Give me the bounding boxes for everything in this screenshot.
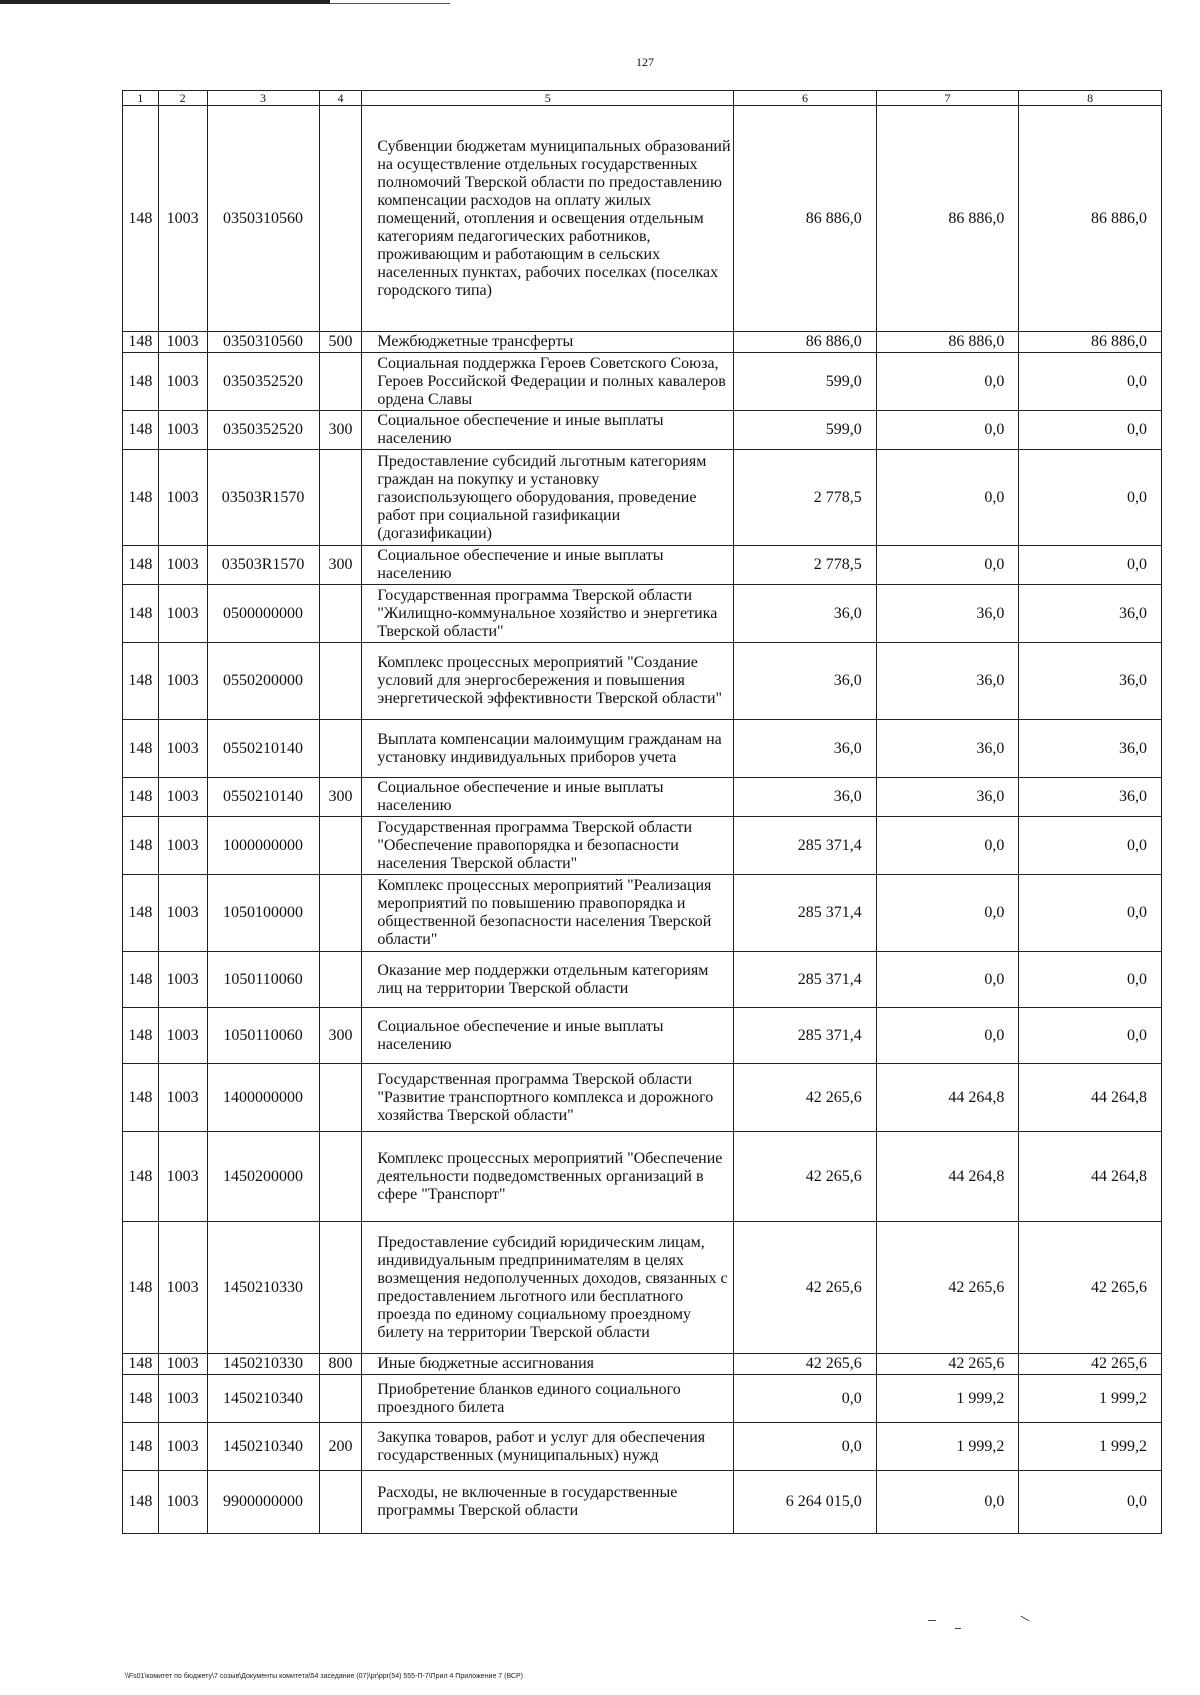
cell-target-article: 03503R1570 bbox=[207, 450, 319, 546]
budget-table bbox=[122, 90, 1162, 1534]
cell-target-article: 1000000000 bbox=[207, 817, 319, 875]
cell-target-article: 1450200000 bbox=[207, 1132, 319, 1222]
cell-section-code: 1003 bbox=[158, 1222, 207, 1354]
cell-description: Приобретение бланков единого социального проездного билета bbox=[362, 1375, 734, 1423]
scan-edge-mark bbox=[330, 3, 450, 4]
cell-ministry-code: 148 bbox=[123, 411, 159, 450]
cell-section-code: 1003 bbox=[158, 720, 207, 778]
cell-ministry-code: 148 bbox=[123, 952, 159, 1008]
cell-amount-year2: 36,0 bbox=[876, 643, 1019, 720]
cell-amount-year2: 0,0 bbox=[876, 546, 1019, 585]
cell-amount-year3: 0,0 bbox=[1019, 450, 1162, 546]
cell-description: Государственная программа Тверской области "Жилищно-коммунальное хозяйство и энергетика Тверской области" bbox=[362, 585, 734, 643]
column-number: 1 bbox=[123, 91, 159, 106]
cell-section-code: 1003 bbox=[158, 778, 207, 817]
cell-amount-year3: 0,0 bbox=[1019, 1008, 1162, 1064]
column-number: 5 bbox=[362, 91, 734, 106]
cell-amount-year2: 0,0 bbox=[876, 353, 1019, 411]
scan-mark bbox=[928, 1620, 936, 1621]
cell-amount-year1: 285 371,4 bbox=[734, 1008, 877, 1064]
cell-target-article: 03503R1570 bbox=[207, 546, 319, 585]
scan-edge-mark bbox=[0, 0, 330, 4]
cell-target-article: 1050100000 bbox=[207, 875, 319, 952]
cell-amount-year1: 36,0 bbox=[734, 720, 877, 778]
table-row bbox=[123, 546, 1162, 585]
cell-amount-year3: 36,0 bbox=[1019, 643, 1162, 720]
cell-amount-year1: 0,0 bbox=[734, 1423, 877, 1471]
cell-ministry-code: 148 bbox=[123, 585, 159, 643]
cell-description: Предоставление субсидий льготным категориям граждан на покупку и установку газоиспользующего оборудования, проведение работ при социальной газификации (догазификации) bbox=[362, 450, 734, 546]
cell-ministry-code: 148 bbox=[123, 1471, 159, 1534]
cell-ministry-code: 148 bbox=[123, 1132, 159, 1222]
cell-amount-year2: 42 265,6 bbox=[876, 1222, 1019, 1354]
cell-section-code: 1003 bbox=[158, 1064, 207, 1132]
cell-section-code: 1003 bbox=[158, 1008, 207, 1064]
cell-amount-year3: 36,0 bbox=[1019, 720, 1162, 778]
cell-amount-year2: 44 264,8 bbox=[876, 1132, 1019, 1222]
cell-description: Оказание мер поддержки отдельным категориям лиц на территории Тверской области bbox=[362, 952, 734, 1008]
cell-amount-year3: 0,0 bbox=[1019, 1471, 1162, 1534]
cell-expense-type: 300 bbox=[319, 546, 362, 585]
table-row bbox=[123, 450, 1162, 546]
cell-target-article: 1400000000 bbox=[207, 1064, 319, 1132]
cell-amount-year2: 1 999,2 bbox=[876, 1423, 1019, 1471]
cell-amount-year3: 0,0 bbox=[1019, 952, 1162, 1008]
table-row bbox=[123, 778, 1162, 817]
table-row bbox=[123, 643, 1162, 720]
cell-expense-type bbox=[319, 952, 362, 1008]
cell-amount-year2: 1 999,2 bbox=[876, 1375, 1019, 1423]
cell-amount-year3: 44 264,8 bbox=[1019, 1064, 1162, 1132]
cell-amount-year2: 0,0 bbox=[876, 817, 1019, 875]
cell-expense-type bbox=[319, 1471, 362, 1534]
cell-section-code: 1003 bbox=[158, 450, 207, 546]
cell-amount-year1: 0,0 bbox=[734, 1375, 877, 1423]
cell-expense-type bbox=[319, 643, 362, 720]
cell-section-code: 1003 bbox=[158, 106, 207, 332]
cell-amount-year1: 42 265,6 bbox=[734, 1354, 877, 1375]
cell-target-article: 1450210330 bbox=[207, 1354, 319, 1375]
cell-ministry-code: 148 bbox=[123, 1008, 159, 1064]
cell-target-article: 0350310560 bbox=[207, 332, 319, 353]
column-number: 4 bbox=[319, 91, 362, 106]
cell-amount-year3: 36,0 bbox=[1019, 585, 1162, 643]
table-row bbox=[123, 1375, 1162, 1423]
cell-ministry-code: 148 bbox=[123, 643, 159, 720]
cell-target-article: 0550210140 bbox=[207, 720, 319, 778]
cell-description: Социальная поддержка Героев Советского Союза, Героев Российской Федерации и полных кавалеров ордена Славы bbox=[362, 353, 734, 411]
cell-section-code: 1003 bbox=[158, 1471, 207, 1534]
cell-amount-year1: 42 265,6 bbox=[734, 1222, 877, 1354]
cell-amount-year2: 36,0 bbox=[876, 585, 1019, 643]
cell-description: Комплекс процессных мероприятий "Реализация мероприятий по повышению правопорядка и общественной безопасности населения Тверской области" bbox=[362, 875, 734, 952]
cell-target-article: 1050110060 bbox=[207, 1008, 319, 1064]
cell-amount-year1: 42 265,6 bbox=[734, 1064, 877, 1132]
cell-expense-type bbox=[319, 817, 362, 875]
cell-amount-year3: 42 265,6 bbox=[1019, 1354, 1162, 1375]
cell-ministry-code: 148 bbox=[123, 450, 159, 546]
cell-amount-year1: 86 886,0 bbox=[734, 332, 877, 353]
cell-amount-year3: 44 264,8 bbox=[1019, 1132, 1162, 1222]
cell-amount-year1: 599,0 bbox=[734, 353, 877, 411]
cell-amount-year2: 42 265,6 bbox=[876, 1354, 1019, 1375]
cell-description: Социальное обеспечение и иные выплаты населению bbox=[362, 1008, 734, 1064]
cell-amount-year2: 86 886,0 bbox=[876, 332, 1019, 353]
cell-ministry-code: 148 bbox=[123, 1222, 159, 1354]
cell-ministry-code: 148 bbox=[123, 720, 159, 778]
cell-description: Иные бюджетные ассигнования bbox=[362, 1354, 734, 1375]
cell-section-code: 1003 bbox=[158, 1354, 207, 1375]
cell-amount-year2: 36,0 bbox=[876, 720, 1019, 778]
cell-amount-year2: 36,0 bbox=[876, 778, 1019, 817]
footer-file-path: \\Fs01\комитет по бюджету\7 созыв\Документы комитета\54 заседание (07)\pr\ppr(54) 555-П-7\Прил 4 Приложение 7 (ВСР) bbox=[125, 1673, 523, 1680]
cell-amount-year1: 285 371,4 bbox=[734, 875, 877, 952]
cell-amount-year1: 36,0 bbox=[734, 585, 877, 643]
page-number: 127 bbox=[636, 55, 654, 69]
cell-description: Выплата компенсации малоимущим гражданам на установку индивидуальных приборов учета bbox=[362, 720, 734, 778]
cell-expense-type bbox=[319, 1222, 362, 1354]
cell-description: Комплекс процессных мероприятий "Обеспечение деятельности подведомственных организаций в сфере "Транспорт" bbox=[362, 1132, 734, 1222]
cell-description: Предоставление субсидий юридическим лицам, индивидуальным предпринимателям в целях возмещения недополученных доходов, связанных с предоставлением льготного или бесплатного проезда по единому социальному проездному билету на территории Тверской области bbox=[362, 1222, 734, 1354]
table-row bbox=[123, 952, 1162, 1008]
table-row bbox=[123, 353, 1162, 411]
cell-description: Закупка товаров, работ и услуг для обеспечения государственных (муниципальных) нужд bbox=[362, 1423, 734, 1471]
table-row bbox=[123, 332, 1162, 353]
cell-section-code: 1003 bbox=[158, 411, 207, 450]
column-number: 3 bbox=[207, 91, 319, 106]
column-number: 2 bbox=[158, 91, 207, 106]
scan-mark bbox=[955, 1628, 961, 1629]
cell-target-article: 0350352520 bbox=[207, 353, 319, 411]
table-row bbox=[123, 1064, 1162, 1132]
cell-amount-year1: 2 778,5 bbox=[734, 450, 877, 546]
cell-section-code: 1003 bbox=[158, 546, 207, 585]
cell-amount-year2: 0,0 bbox=[876, 952, 1019, 1008]
table-row bbox=[123, 106, 1162, 332]
cell-section-code: 1003 bbox=[158, 353, 207, 411]
cell-amount-year1: 86 886,0 bbox=[734, 106, 877, 332]
cell-amount-year3: 42 265,6 bbox=[1019, 1222, 1162, 1354]
cell-amount-year3: 86 886,0 bbox=[1019, 106, 1162, 332]
cell-ministry-code: 148 bbox=[123, 1354, 159, 1375]
cell-expense-type: 500 bbox=[319, 332, 362, 353]
cell-target-article: 0550200000 bbox=[207, 643, 319, 720]
cell-amount-year3: 86 886,0 bbox=[1019, 332, 1162, 353]
cell-amount-year2: 0,0 bbox=[876, 1008, 1019, 1064]
cell-expense-type: 800 bbox=[319, 1354, 362, 1375]
cell-section-code: 1003 bbox=[158, 817, 207, 875]
cell-expense-type bbox=[319, 1132, 362, 1222]
cell-description: Межбюджетные трансферты bbox=[362, 332, 734, 353]
cell-section-code: 1003 bbox=[158, 643, 207, 720]
cell-section-code: 1003 bbox=[158, 585, 207, 643]
cell-description: Расходы, не включенные в государственные программы Тверской области bbox=[362, 1471, 734, 1534]
cell-expense-type bbox=[319, 1064, 362, 1132]
cell-target-article: 0550210140 bbox=[207, 778, 319, 817]
table-row bbox=[123, 1222, 1162, 1354]
cell-expense-type bbox=[319, 875, 362, 952]
cell-ministry-code: 148 bbox=[123, 332, 159, 353]
cell-expense-type bbox=[319, 720, 362, 778]
table-row bbox=[123, 720, 1162, 778]
table-row bbox=[123, 817, 1162, 875]
table-row bbox=[123, 1008, 1162, 1064]
cell-target-article: 0350310560 bbox=[207, 106, 319, 332]
cell-ministry-code: 148 bbox=[123, 1375, 159, 1423]
cell-amount-year2: 86 886,0 bbox=[876, 106, 1019, 332]
cell-amount-year1: 36,0 bbox=[734, 778, 877, 817]
cell-expense-type bbox=[319, 353, 362, 411]
cell-ministry-code: 148 bbox=[123, 817, 159, 875]
column-number-row bbox=[123, 91, 1162, 106]
cell-amount-year2: 0,0 bbox=[876, 450, 1019, 546]
cell-expense-type: 300 bbox=[319, 411, 362, 450]
cell-amount-year3: 36,0 bbox=[1019, 778, 1162, 817]
cell-section-code: 1003 bbox=[158, 1375, 207, 1423]
cell-target-article: 0500000000 bbox=[207, 585, 319, 643]
cell-target-article: 1050110060 bbox=[207, 952, 319, 1008]
cell-section-code: 1003 bbox=[158, 1132, 207, 1222]
cell-amount-year3: 0,0 bbox=[1019, 411, 1162, 450]
cell-target-article: 9900000000 bbox=[207, 1471, 319, 1534]
cell-target-article: 1450210330 bbox=[207, 1222, 319, 1354]
table-row bbox=[123, 1132, 1162, 1222]
cell-target-article: 1450210340 bbox=[207, 1423, 319, 1471]
cell-description: Государственная программа Тверской области "Обеспечение правопорядка и безопасности населения Тверской области" bbox=[362, 817, 734, 875]
cell-section-code: 1003 bbox=[158, 952, 207, 1008]
column-number: 6 bbox=[734, 91, 877, 106]
cell-expense-type bbox=[319, 450, 362, 546]
cell-amount-year1: 42 265,6 bbox=[734, 1132, 877, 1222]
cell-ministry-code: 148 bbox=[123, 1423, 159, 1471]
cell-amount-year1: 36,0 bbox=[734, 643, 877, 720]
cell-expense-type bbox=[319, 585, 362, 643]
cell-ministry-code: 148 bbox=[123, 778, 159, 817]
cell-amount-year1: 285 371,4 bbox=[734, 817, 877, 875]
cell-amount-year2: 0,0 bbox=[876, 1471, 1019, 1534]
cell-amount-year1: 599,0 bbox=[734, 411, 877, 450]
scan-mark bbox=[1020, 1616, 1029, 1622]
table-row bbox=[123, 1423, 1162, 1471]
table-row bbox=[123, 875, 1162, 952]
cell-ministry-code: 148 bbox=[123, 106, 159, 332]
column-number: 8 bbox=[1019, 91, 1162, 106]
column-number: 7 bbox=[876, 91, 1019, 106]
cell-ministry-code: 148 bbox=[123, 546, 159, 585]
cell-expense-type: 300 bbox=[319, 778, 362, 817]
cell-description: Государственная программа Тверской области "Развитие транспортного комплекса и дорожного хозяйства Тверской области" bbox=[362, 1064, 734, 1132]
cell-expense-type: 200 bbox=[319, 1423, 362, 1471]
cell-ministry-code: 148 bbox=[123, 353, 159, 411]
cell-amount-year3: 1 999,2 bbox=[1019, 1375, 1162, 1423]
cell-section-code: 1003 bbox=[158, 332, 207, 353]
cell-expense-type bbox=[319, 106, 362, 332]
table-row bbox=[123, 1471, 1162, 1534]
cell-amount-year2: 0,0 bbox=[876, 875, 1019, 952]
cell-amount-year1: 2 778,5 bbox=[734, 546, 877, 585]
cell-target-article: 0350352520 bbox=[207, 411, 319, 450]
table-row bbox=[123, 1354, 1162, 1375]
cell-target-article: 1450210340 bbox=[207, 1375, 319, 1423]
cell-amount-year1: 6 264 015,0 bbox=[734, 1471, 877, 1534]
cell-amount-year1: 285 371,4 bbox=[734, 952, 877, 1008]
table-row bbox=[123, 585, 1162, 643]
cell-amount-year3: 0,0 bbox=[1019, 875, 1162, 952]
cell-amount-year2: 44 264,8 bbox=[876, 1064, 1019, 1132]
cell-section-code: 1003 bbox=[158, 1423, 207, 1471]
cell-amount-year3: 1 999,2 bbox=[1019, 1423, 1162, 1471]
table-row bbox=[123, 411, 1162, 450]
cell-description: Социальное обеспечение и иные выплаты населению bbox=[362, 546, 734, 585]
cell-expense-type: 300 bbox=[319, 1008, 362, 1064]
cell-amount-year2: 0,0 bbox=[876, 411, 1019, 450]
cell-amount-year3: 0,0 bbox=[1019, 353, 1162, 411]
cell-description: Комплекс процессных мероприятий "Создание условий для энергосбережения и повышения энергетической эффективности Тверской области" bbox=[362, 643, 734, 720]
cell-description: Социальное обеспечение и иные выплаты населению bbox=[362, 778, 734, 817]
cell-section-code: 1003 bbox=[158, 875, 207, 952]
cell-ministry-code: 148 bbox=[123, 1064, 159, 1132]
cell-amount-year3: 0,0 bbox=[1019, 546, 1162, 585]
cell-amount-year3: 0,0 bbox=[1019, 817, 1162, 875]
cell-ministry-code: 148 bbox=[123, 875, 159, 952]
cell-description: Социальное обеспечение и иные выплаты населению bbox=[362, 411, 734, 450]
cell-expense-type bbox=[319, 1375, 362, 1423]
cell-description: Субвенции бюджетам муниципальных образований на осуществление отдельных государственных полномочий Тверской области по предоставлению компенсации расходов на оплату жилых помещений, отопления и освещения отдельным категориям педагогических работников, проживающим и работающим в сельских населенных пунктах, рабочих поселках (поселках городского типа) bbox=[362, 106, 734, 332]
